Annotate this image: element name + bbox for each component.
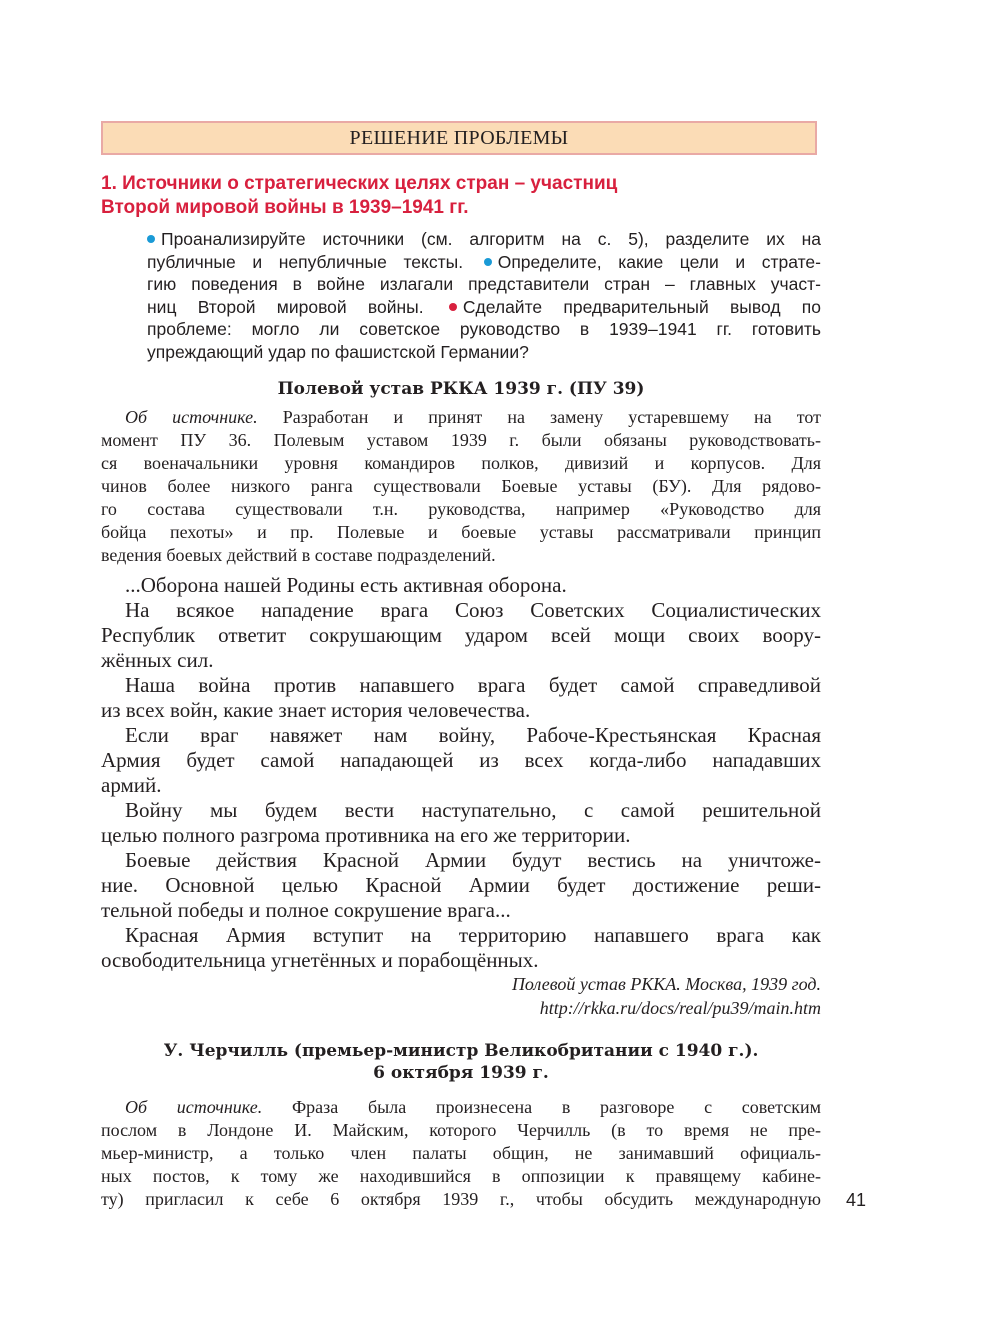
quote-line: Республик ответит сокрушающим ударом всей мощи своих воору- [101, 623, 821, 647]
about-line: Об источнике. Разработан и принят на замену устаревшему на тот [125, 407, 822, 427]
about-line: ся военачальники уровня командиров полков, дивизий и корпусов. Для [101, 453, 821, 473]
about-line: момент ПУ 36. Полевым уставом 1939 г. были обязаны руководствовать- [101, 430, 821, 450]
quote-line: Наша война против напавшего врага будет самой справедливой [125, 673, 821, 697]
about-line: ту) пригласил к себе 6 октября 1939 г., чтобы обсудить международную [101, 1189, 821, 1209]
task-line: Проанализируйте источники (см. алгоритм на с. 5), разделите их на [147, 228, 821, 251]
quote-line: освободительница угнетённых и порабощённых. [101, 948, 539, 972]
blue-bullet-icon [484, 258, 492, 266]
about-line: ных постов, к тому же находившийся в оппозиции к правящему кабине- [101, 1166, 821, 1186]
quote-line: Войну мы будем вести наступательно, с самой решительной [125, 798, 821, 822]
source2-heading-line: У. Черчилль (премьер-министр Великобритании с 1940 г.). [163, 1041, 759, 1061]
about-label: Об источнике. [125, 407, 258, 427]
source2-about [101, 1096, 821, 1211]
source1-about [101, 406, 821, 567]
about-line: мьер-министр, а только член палаты общин, не занимавший официаль- [101, 1143, 821, 1163]
task-line: проблеме: могло ли советское руководство в 1939–1941 гг. готовить [147, 319, 821, 340]
section-title [101, 172, 821, 220]
quote-line: армий. [101, 773, 162, 797]
task-line: гию поведения в войне излагали представители стран – главных участ- [147, 274, 821, 295]
quote-line: Красная Армия вступит на территорию напавшего врага как [125, 923, 821, 947]
quote-line: тельной победы и полное сокрушение врага... [101, 898, 511, 922]
task-instructions [147, 228, 821, 364]
about-label: Об источнике. [125, 1097, 263, 1117]
quote-line: целью полного разгрома противника на его же территории. [101, 823, 631, 847]
task-line: публичные и непубличные тексты. Определите, какие цели и страте- [147, 251, 821, 272]
source1-heading: Полевой устав РККА 1939 г. (ПУ 39) [277, 379, 645, 399]
about-line: ведения боевых действий в составе подразделений. [101, 545, 496, 565]
banner-label: РЕШЕНИЕ ПРОБЛЕМЫ [349, 127, 569, 149]
quote-line: Армия будет самой нападающей из всех когда-либо нападавших [101, 748, 821, 772]
about-line: го состава существовали т.н. руководства, например «Руководство для [101, 499, 821, 519]
quote-line: жённых сил. [101, 648, 214, 672]
quote-line: Если враг навяжет нам войну, Рабоче-Крестьянская Красная [125, 723, 821, 747]
quote-line: ние. Основной целью Красной Армии будет достижение реши- [101, 873, 821, 897]
quote-line: На всякое нападение врага Союз Советских Социалистических [125, 598, 821, 622]
source2-heading [101, 1040, 821, 1084]
about-line: послом в Лондоне И. Майским, которого Черчилль (в то время не пре- [101, 1120, 821, 1140]
section-title-line: Второй мировой войны в 1939–1941 гг. [101, 197, 469, 218]
source1-quote [101, 573, 821, 973]
red-bullet-icon [449, 303, 457, 311]
source-url: http://rkka.ru/docs/real/pu39/main.htm [539, 998, 821, 1018]
source1-citation [101, 972, 821, 1020]
about-line: бойца пехоты» и пр. Полевые и боевые уставы рассматривали принцип [101, 522, 821, 542]
about-line: Об источнике. Фраза была произнесена в разговоре с советским [125, 1097, 822, 1117]
quote-line: ...Оборона нашей Родины есть активная оборона. [125, 573, 567, 597]
quote-line: Боевые действия Красной Армии будут вестись на уничтоже- [125, 848, 821, 872]
quote-line: из всех войн, какие знает история человечества. [101, 698, 531, 722]
about-line: чинов более низкого ранга существовали Боевые уставы (БУ). Для рядово- [101, 476, 821, 496]
section-title-line: 1. Источники о стратегических целях стран – участниц [101, 173, 618, 194]
page-number: 41 [846, 1190, 867, 1210]
task-line: упреждающий удар по фашистской Германии? [147, 341, 529, 362]
source2-heading-line: 6 октября 1939 г. [373, 1063, 549, 1083]
task-line: ниц Второй мировой войны. Сделайте предварительный вывод по [147, 296, 821, 317]
blue-bullet-icon [147, 235, 155, 243]
citation-text: Полевой устав РККА. Москва, 1939 год. [511, 974, 821, 994]
section-banner [101, 121, 817, 155]
